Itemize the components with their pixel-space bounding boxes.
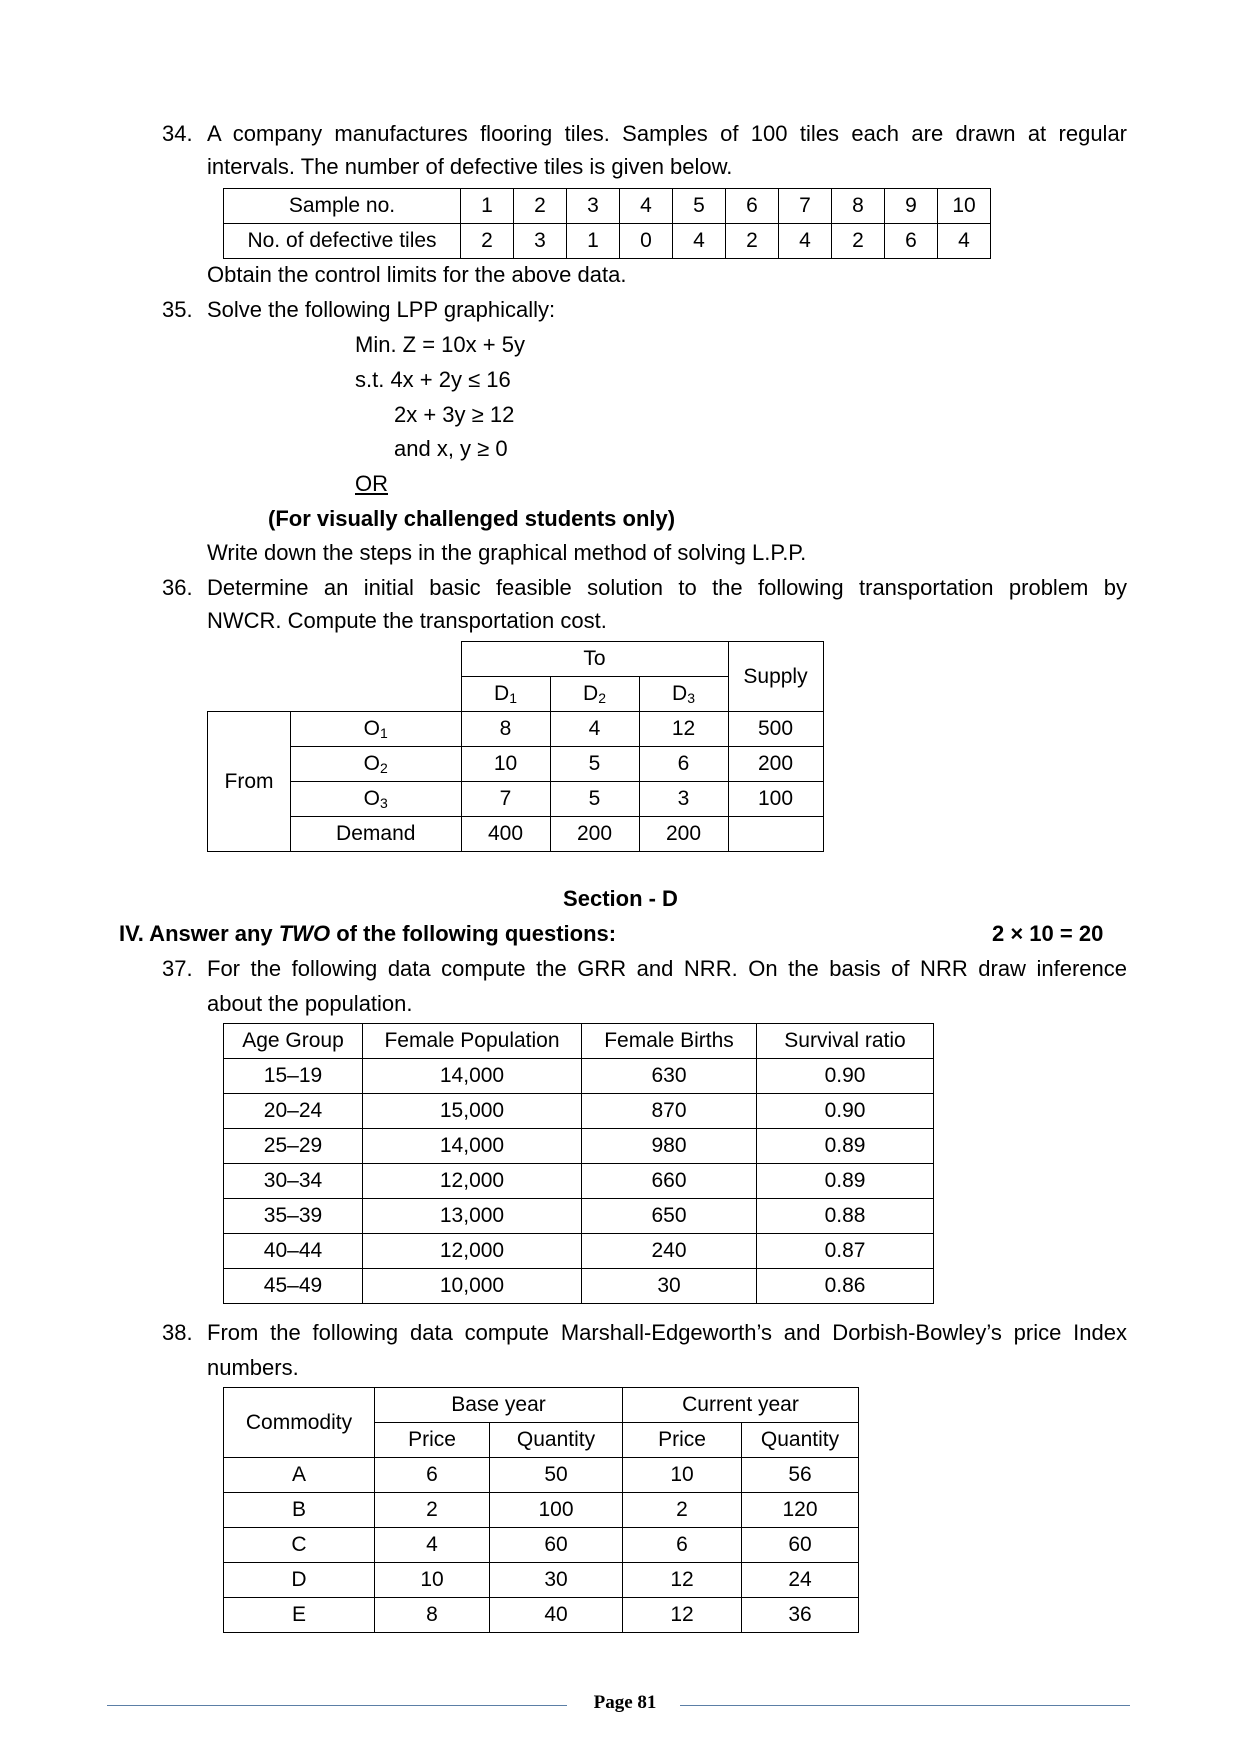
- table-cell: 5: [550, 747, 639, 782]
- table-cell: 30: [582, 1269, 757, 1304]
- table-cell: 8: [375, 1598, 490, 1633]
- table-cell: 60: [742, 1528, 859, 1563]
- table-cell: 14,000: [363, 1129, 582, 1164]
- table-cell: 30: [490, 1563, 623, 1598]
- table-cell: 0.88: [757, 1199, 934, 1234]
- column-header: Price: [375, 1423, 490, 1458]
- table-cell: 12: [623, 1563, 742, 1598]
- supply-cell: 200: [728, 747, 823, 782]
- table-cell: 10: [375, 1563, 490, 1598]
- table-cell: 660: [582, 1164, 757, 1199]
- table-cell: 0.89: [757, 1129, 934, 1164]
- table-cell: 10: [461, 747, 550, 782]
- dest-subscript: 3: [687, 690, 695, 706]
- blank-cell: [291, 642, 462, 677]
- demand-cell: 200: [550, 817, 639, 852]
- q38-text-line2: numbers.: [207, 1355, 299, 1380]
- table-cell: 10: [938, 189, 991, 224]
- instruction-text: of the following questions:: [330, 921, 617, 946]
- q35-constraint-1: s.t. 4x + 2y ≤ 16: [355, 367, 511, 392]
- blank-cell: [208, 677, 291, 712]
- q35-visually-challenged-question: Write down the steps in the graphical method of solving L.P.P.: [207, 540, 807, 565]
- table-row: [224, 1563, 859, 1598]
- column-header: Female Births: [582, 1024, 757, 1059]
- table-row: [208, 712, 824, 747]
- commodity-header: Commodity: [224, 1388, 375, 1458]
- table-cell: 870: [582, 1094, 757, 1129]
- table-cell: 45–49: [224, 1269, 363, 1304]
- table-row: [224, 1493, 859, 1528]
- q34-row2-label: No. of defective tiles: [224, 224, 461, 259]
- column-header: Survival ratio: [757, 1024, 934, 1059]
- table-cell: 8: [832, 189, 885, 224]
- q35-nonnegativity: and x, y ≥ 0: [394, 436, 508, 461]
- table-cell: 2: [726, 224, 779, 259]
- dest-subscript: 2: [598, 690, 606, 706]
- table-cell: D: [224, 1563, 375, 1598]
- origin-label: [291, 782, 462, 817]
- column-header: Quantity: [742, 1423, 859, 1458]
- origin-subscript: 1: [380, 725, 388, 741]
- destination-header: [550, 677, 639, 712]
- demand-cell: 200: [639, 817, 728, 852]
- table-cell: 650: [582, 1199, 757, 1234]
- table-cell: 4: [673, 224, 726, 259]
- footer-rule-left: [107, 1705, 567, 1706]
- table-cell: 30–34: [224, 1164, 363, 1199]
- q35-visually-challenged-heading: (For visually challenged students only): [268, 506, 676, 531]
- section-instruction: [119, 919, 616, 949]
- table-cell: 40–44: [224, 1234, 363, 1269]
- table-cell: 0.90: [757, 1094, 934, 1129]
- q35-text: Solve the following LPP graphically:: [207, 297, 556, 322]
- destination-header: [639, 677, 728, 712]
- origin-letter: O: [363, 787, 381, 810]
- table-row: [224, 1094, 934, 1129]
- table-cell: 6: [623, 1528, 742, 1563]
- table-cell: 240: [582, 1234, 757, 1269]
- table-cell: E: [224, 1598, 375, 1633]
- column-header: Price: [623, 1423, 742, 1458]
- table-cell: 60: [490, 1528, 623, 1563]
- q37-text-line2: about the population.: [207, 991, 413, 1016]
- section-title: Section - D: [563, 886, 678, 911]
- table-cell: 12,000: [363, 1234, 582, 1269]
- table-cell: 12: [623, 1598, 742, 1633]
- column-header: Quantity: [490, 1423, 623, 1458]
- q36-transportation-table: [207, 641, 824, 852]
- table-cell: 7: [779, 189, 832, 224]
- q35-or: OR: [355, 471, 388, 496]
- table-cell: 4: [550, 712, 639, 747]
- table-row: [224, 1024, 934, 1059]
- table-cell: 9: [885, 189, 938, 224]
- table-row: [224, 1199, 934, 1234]
- dest-subscript: 1: [509, 690, 517, 706]
- blank-cell: [208, 642, 291, 677]
- table-cell: 1: [461, 189, 514, 224]
- table-cell: 8: [461, 712, 550, 747]
- column-header: Age Group: [224, 1024, 363, 1059]
- instruction-emphasis: TWO: [278, 921, 331, 946]
- supply-cell: 500: [728, 712, 823, 747]
- table-cell: 630: [582, 1059, 757, 1094]
- table-cell: 15–19: [224, 1059, 363, 1094]
- table-cell: B: [224, 1493, 375, 1528]
- q38-price-index-table: [223, 1387, 859, 1633]
- table-cell: 100: [490, 1493, 623, 1528]
- table-cell: 4: [938, 224, 991, 259]
- table-cell: 14,000: [363, 1059, 582, 1094]
- table-row: [224, 1129, 934, 1164]
- footer-rule-right: [680, 1705, 1130, 1706]
- table-cell: 980: [582, 1129, 757, 1164]
- supply-header: Supply: [728, 642, 823, 712]
- table-cell: 12,000: [363, 1164, 582, 1199]
- q36-text-line2: NWCR. Compute the transportation cost.: [207, 608, 607, 633]
- table-row: [208, 782, 824, 817]
- table-cell: 4: [620, 189, 673, 224]
- table-row: [224, 1528, 859, 1563]
- table-row: [224, 1388, 859, 1423]
- table-row: [224, 224, 991, 259]
- table-cell: 2: [832, 224, 885, 259]
- table-cell: 13,000: [363, 1199, 582, 1234]
- dest-letter: D: [583, 682, 599, 705]
- table-cell: 36: [742, 1598, 859, 1633]
- table-cell: 0.87: [757, 1234, 934, 1269]
- table-cell: 120: [742, 1493, 859, 1528]
- table-cell: 6: [375, 1458, 490, 1493]
- table-row: [208, 817, 824, 852]
- table-cell: 4: [375, 1528, 490, 1563]
- to-header: To: [461, 642, 728, 677]
- table-cell: 3: [567, 189, 620, 224]
- table-row: [224, 1059, 934, 1094]
- q38-number: 38.: [162, 1320, 193, 1345]
- table-cell: 10,000: [363, 1269, 582, 1304]
- table-cell: 0: [620, 224, 673, 259]
- destination-header: [461, 677, 550, 712]
- table-cell: 10: [623, 1458, 742, 1493]
- q34-text-line2: intervals. The number of defective tiles is given below.: [207, 154, 733, 179]
- origin-letter: O: [363, 752, 381, 775]
- origin-subscript: 2: [380, 760, 388, 776]
- table-cell: 50: [490, 1458, 623, 1493]
- table-row: [224, 1269, 934, 1304]
- table-cell: 1: [567, 224, 620, 259]
- table-cell: 7: [461, 782, 550, 817]
- section-marks: 2 × 10 = 20: [992, 921, 1104, 946]
- q35-objective: Min. Z = 10x + 5y: [355, 332, 525, 357]
- q34-defects-table: [223, 188, 991, 259]
- origin-letter: O: [363, 717, 381, 740]
- q34-number: 34.: [162, 121, 193, 146]
- q36-number: 36.: [162, 575, 193, 600]
- q37-text-line1: For the following data compute the GRR and NRR. On the basis of NRR draw inference: [207, 956, 1127, 981]
- table-cell: 2: [461, 224, 514, 259]
- table-cell: 6: [726, 189, 779, 224]
- table-cell: 25–29: [224, 1129, 363, 1164]
- table-cell: 35–39: [224, 1199, 363, 1234]
- table-cell: 2: [514, 189, 567, 224]
- q34-text-line1: A company manufactures flooring tiles. Samples of 100 tiles each are drawn at regular: [207, 121, 1127, 146]
- table-row: [208, 747, 824, 782]
- table-cell: 3: [514, 224, 567, 259]
- table-cell: 6: [639, 747, 728, 782]
- table-cell: 20–24: [224, 1094, 363, 1129]
- table-row: [208, 642, 824, 677]
- table-cell: 0.90: [757, 1059, 934, 1094]
- table-row: [224, 1458, 859, 1493]
- table-row: [224, 1598, 859, 1633]
- blank-cell: [291, 677, 462, 712]
- instruction-text: IV. Answer any: [119, 921, 279, 946]
- q37-number: 37.: [162, 956, 193, 981]
- q37-population-table: [223, 1023, 934, 1304]
- q34-row1-label: Sample no.: [224, 189, 461, 224]
- table-cell: 3: [639, 782, 728, 817]
- dest-letter: D: [494, 682, 510, 705]
- table-row: [224, 1234, 934, 1269]
- table-cell: C: [224, 1528, 375, 1563]
- table-row: [224, 189, 991, 224]
- table-cell: 40: [490, 1598, 623, 1633]
- table-cell: 0.86: [757, 1269, 934, 1304]
- column-header: Female Population: [363, 1024, 582, 1059]
- table-cell: 5: [673, 189, 726, 224]
- origin-label: [291, 712, 462, 747]
- table-cell: 0.89: [757, 1164, 934, 1199]
- table-cell: 56: [742, 1458, 859, 1493]
- dest-letter: D: [672, 682, 688, 705]
- q36-text-line1: Determine an initial basic feasible solution to the following transportation problem by: [207, 575, 1127, 600]
- table-cell: 5: [550, 782, 639, 817]
- from-label: From: [208, 712, 291, 852]
- table-cell: 6: [885, 224, 938, 259]
- table-cell: 2: [375, 1493, 490, 1528]
- table-cell: 4: [779, 224, 832, 259]
- current-year-header: Current year: [623, 1388, 859, 1423]
- q38-text-line1: From the following data compute Marshall-Edgeworth’s and Dorbish-Bowley’s price Index: [207, 1320, 1127, 1345]
- table-cell: 24: [742, 1563, 859, 1598]
- q35-constraint-2: 2x + 3y ≥ 12: [394, 402, 515, 427]
- supply-cell: 100: [728, 782, 823, 817]
- page-number: Page 81: [593, 1692, 657, 1713]
- table-row: [224, 1164, 934, 1199]
- table-cell: 15,000: [363, 1094, 582, 1129]
- demand-cell: 400: [461, 817, 550, 852]
- q35-number: 35.: [162, 297, 193, 322]
- blank-cell: [728, 817, 823, 852]
- table-cell: A: [224, 1458, 375, 1493]
- base-year-header: Base year: [375, 1388, 623, 1423]
- table-cell: 12: [639, 712, 728, 747]
- origin-label: [291, 747, 462, 782]
- demand-label: Demand: [291, 817, 462, 852]
- q34-instruction: Obtain the control limits for the above data.: [207, 262, 627, 287]
- table-cell: 2: [623, 1493, 742, 1528]
- origin-subscript: 3: [380, 795, 388, 811]
